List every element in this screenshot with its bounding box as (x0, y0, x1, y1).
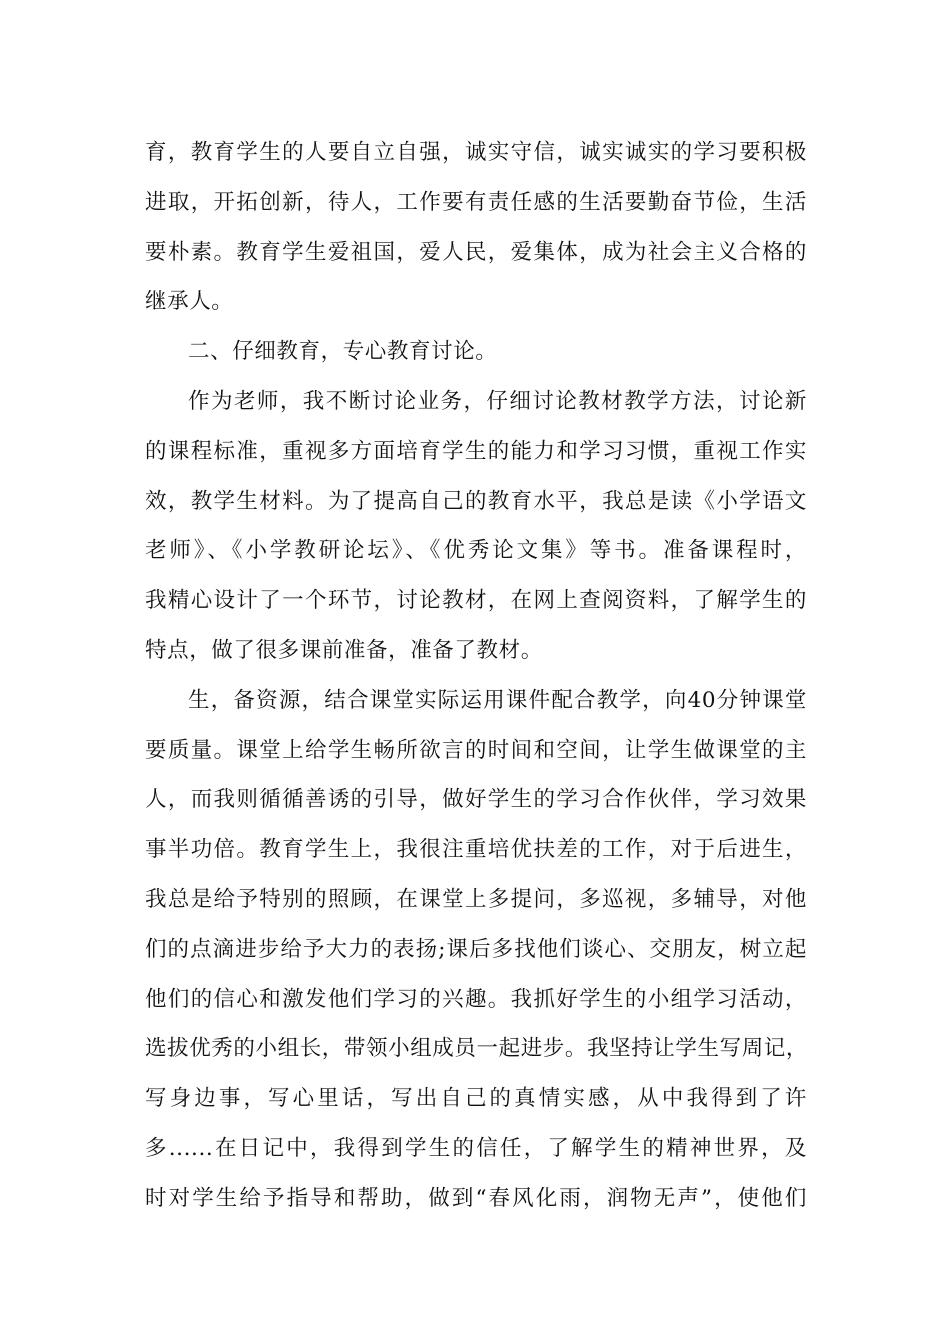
text-line: 继承人。 (145, 289, 234, 315)
text-line: 特点，做了很多课前准备，准备了教材。 (145, 637, 543, 663)
text-line: 效，教学生材料。为了提高自己的教育水平，我总是读《小学语文 (145, 488, 807, 514)
text-line: 二、仔细教育，专心教育讨论。 (188, 339, 498, 365)
text-line: 我精心设计了一个环节，讨论教材，在网上查阅资料，了解学生的 (145, 588, 807, 614)
text-line: 要朴素。教育学生爱祖国，爱人民，爱集体，成为社会主义合格的 (145, 239, 807, 265)
text-line: 进取，开拓创新，待人，工作要有责任感的生活要勤奋节俭，生活 (145, 189, 807, 215)
paragraph (145, 327, 807, 377)
text-line: 选拔优秀的小组长，带领小组成员一起进步。我坚持让学生写周记， (145, 1036, 809, 1062)
text-line: 要质量。课堂上给学生畅所欲言的时间和空间，让学生做课堂的主 (145, 737, 807, 763)
text-line: 育，教育学生的人要自立自强，诚实守信，诚实诚实的学习要积极 (145, 140, 807, 165)
text-line: 生，备资源，结合课堂实际运用课件配合教学，向40分钟课堂 (188, 687, 807, 713)
paragraph (145, 128, 807, 327)
text-line: 老师》、《小学教研论坛》、《优秀论文集》等书。准备课程时， (145, 538, 807, 564)
text-line: 他们的信心和激发他们学习的兴趣。我抓好学生的小组学习活动， (145, 986, 807, 1012)
text-line: 我总是给予特别的照顾，在课堂上多提问，多巡视，多辅导，对他 (145, 886, 807, 912)
text-line: 时对学生给予指导和帮助，做到“春风化雨，润物无声”，使他们 (145, 1185, 807, 1211)
text-line: 人，而我则循循善诱的引导，做好学生的学习合作伙伴，学习效果 (145, 787, 807, 813)
paragraph (145, 676, 807, 1224)
text-line: 们的点滴进步给予大力的表扬;课后多找他们谈心、交朋友，树立起 (145, 936, 807, 962)
text-line: 写身边事，写心里话，写出自己的真情实感，从中我得到了许 (145, 1086, 807, 1112)
document-body (145, 128, 807, 1224)
text-line: 的课程标准，重视多方面培育学生的能力和学习习惯，重视工作实 (145, 438, 807, 464)
text-line: 多......在日记中，我得到学生的信任，了解学生的精神世界，及 (145, 1135, 807, 1161)
paragraph (145, 377, 807, 676)
text-line: 作为老师，我不断讨论业务，仔细讨论教材教学方法，讨论新 (188, 388, 807, 414)
text-line: 事半功倍。教育学生上，我很注重培优扶差的工作，对于后进生， (145, 837, 807, 863)
